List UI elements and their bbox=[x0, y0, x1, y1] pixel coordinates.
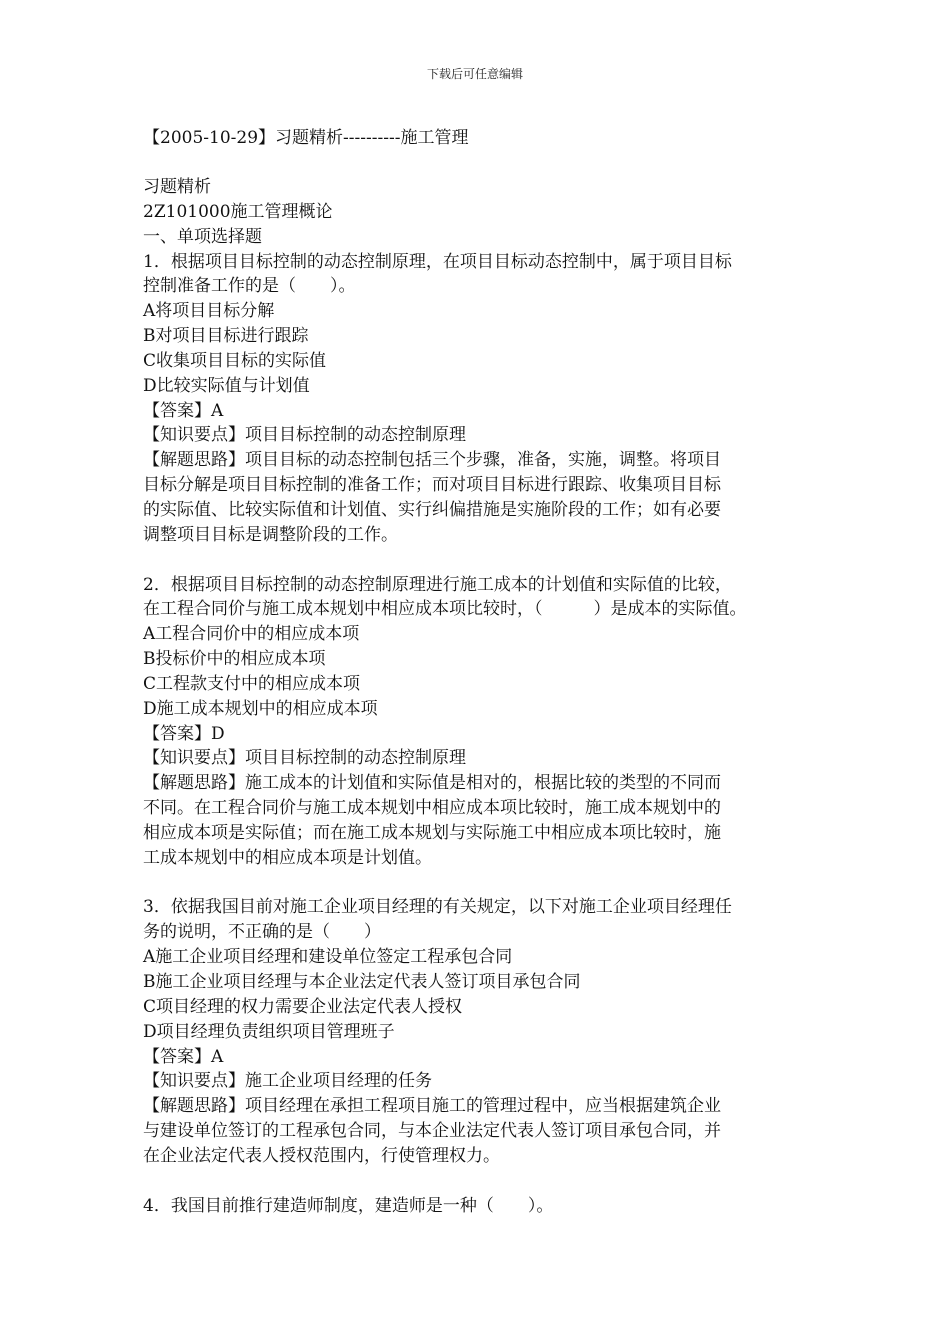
question-1 bbox=[143, 250, 815, 548]
analysis-line: 【解题思路】项目经理在承担工程项目施工的管理过程中，应当根据建筑企业 bbox=[143, 1096, 721, 1117]
question-stem-line: 2．根据项目目标控制的动态控制原理进行施工成本的计划值和实际值的比较， bbox=[143, 574, 732, 595]
option-d: D施工成本规划中的相应成本项 bbox=[143, 698, 378, 719]
section-heading: 习题精析 bbox=[143, 177, 211, 197]
question-stem-line: 在工程合同价与施工成本规划中相应成本项比较时，（ ）是成本的实际值。 bbox=[143, 599, 747, 620]
knowledge-point: 【知识要点】施工企业项目经理的任务 bbox=[143, 1071, 432, 1092]
page-header-note: 下载后可任意编辑 bbox=[426, 67, 523, 81]
analysis-line: 工成本规划中的相应成本项是计划值。 bbox=[143, 847, 432, 868]
option-d: D比较实际值与计划值 bbox=[143, 375, 310, 396]
analysis-line: 【解题思路】施工成本的计划值和实际值是相对的，根据比较的类型的不同而 bbox=[143, 773, 721, 794]
knowledge-point: 【知识要点】项目目标控制的动态控制原理 bbox=[143, 425, 466, 446]
option-a: A将项目目标分解 bbox=[143, 301, 275, 322]
option-b: B施工企业项目经理与本企业法定代表人签订项目承包合同 bbox=[143, 972, 581, 992]
blank-line bbox=[143, 871, 815, 896]
question-stem-line: 3．依据我国目前对施工企业项目经理的有关规定，以下对施工企业项目经理任 bbox=[143, 897, 732, 918]
option-a: A施工企业项目经理和建设单位签定工程承包合同 bbox=[143, 947, 513, 968]
analysis-line: 不同。在工程合同价与施工成本规划中相应成本项比较时，施工成本规划中的 bbox=[143, 798, 721, 819]
analysis-line: 目标分解是项目目标控制的准备工作；而对项目目标进行跟踪、收集项目目标 bbox=[143, 475, 721, 496]
knowledge-point: 【知识要点】项目目标控制的动态控制原理 bbox=[143, 748, 466, 769]
option-d: D项目经理负责组织项目管理班子 bbox=[143, 1021, 395, 1042]
analysis-line: 在企业法定代表人授权范围内，行使管理权力。 bbox=[143, 1145, 500, 1166]
part-heading: 一、单项选择题 bbox=[143, 226, 262, 247]
analysis-line: 相应成本项是实际值；而在施工成本规划与实际施工中相应成本项比较时，施 bbox=[143, 822, 721, 843]
analysis-line: 【解题思路】项目目标的动态控制包括三个步骤，准备，实施，调整。将项目 bbox=[143, 450, 721, 471]
analysis-line: 与建设单位签订的工程承包合同，与本企业法定代表人签订项目承包合同，并 bbox=[143, 1121, 721, 1142]
question-3 bbox=[143, 895, 815, 1168]
answer: 【答案】D bbox=[143, 723, 225, 744]
option-c: C工程款支付中的相应成本项 bbox=[143, 673, 361, 694]
option-a: A工程合同价中的相应成本项 bbox=[143, 624, 360, 645]
option-b: B投标价中的相应成本项 bbox=[143, 649, 326, 670]
question-stem-line: 控制准备工作的是（ ）。 bbox=[143, 276, 356, 297]
analysis-line: 调整项目目标是调整阶段的工作。 bbox=[143, 524, 398, 545]
question-2 bbox=[143, 573, 815, 871]
document-title: 【2005-10-29】习题精析----------施工管理 bbox=[143, 128, 469, 148]
question-stem-line: 务的说明，不正确的是（ ） bbox=[143, 922, 381, 943]
option-b: B对项目目标进行跟踪 bbox=[143, 326, 309, 347]
chapter-heading: 2Z101000施工管理概论 bbox=[143, 201, 333, 222]
blank-line bbox=[143, 1169, 815, 1194]
answer: 【答案】A bbox=[143, 1046, 224, 1067]
document-body bbox=[143, 175, 815, 1218]
option-c: C项目经理的权力需要企业法定代表人授权 bbox=[143, 996, 463, 1017]
answer: 【答案】A bbox=[143, 400, 224, 421]
analysis-line: 的实际值、比较实际值和计划值、实行纠偏措施是实施阶段的工作；如有必要 bbox=[143, 499, 721, 520]
question-stem-line: 1．根据项目目标控制的动态控制原理，在项目目标动态控制中，属于项目目标 bbox=[143, 251, 732, 272]
blank-line bbox=[143, 548, 815, 573]
option-c: C收集项目目标的实际值 bbox=[143, 350, 327, 371]
question-4-stem: 4．我国目前推行建造师制度，建造师是一种（ ）。 bbox=[143, 1195, 554, 1216]
